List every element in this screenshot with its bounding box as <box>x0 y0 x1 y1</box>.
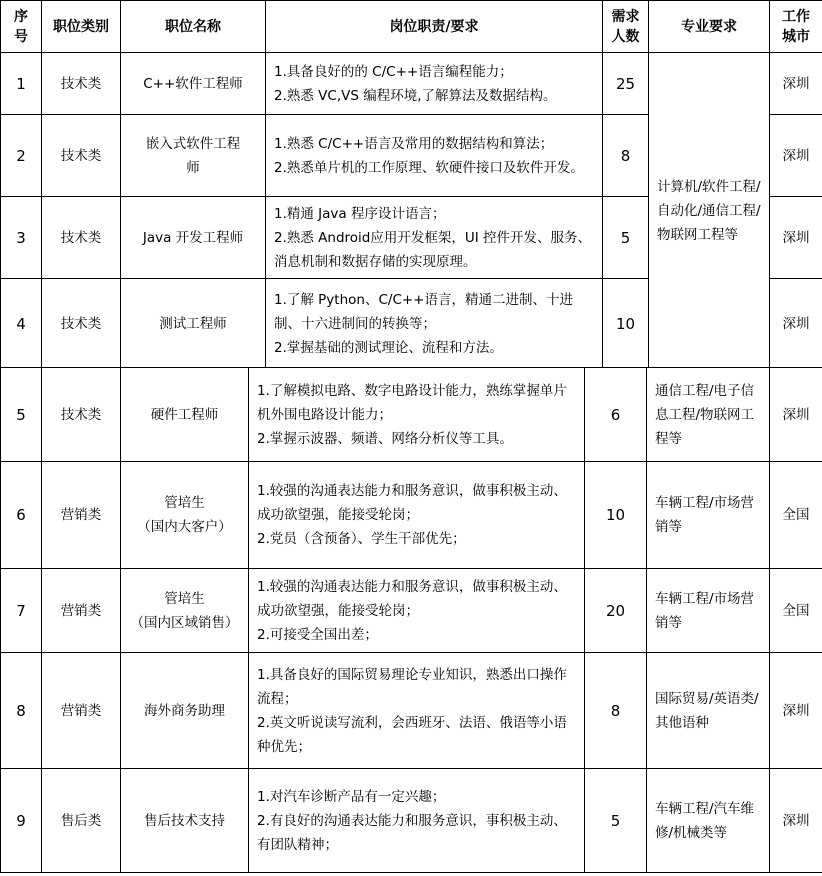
table-row <box>1 569 822 653</box>
row-headcount: 25 <box>603 53 649 115</box>
row-duties <box>249 569 585 653</box>
duty-line: 1.精通 Java 程序设计语言； <box>274 205 446 222</box>
duty-line: 2.熟悉单片机的工作原理、软硬件接口及软件开发。 <box>274 159 584 176</box>
row-category: 技术类 <box>42 279 121 369</box>
row-duties <box>266 115 603 197</box>
row-major: 车辆工程/市场营销等 <box>647 569 770 653</box>
row-category: 营销类 <box>42 653 121 769</box>
duty-line: 2.英文听说读写流利，会西班牙、法语、俄语等小语种优先； <box>257 714 567 755</box>
row-city: 深圳 <box>770 368 822 462</box>
row-seq: 1 <box>1 53 42 115</box>
row-headcount: 8 <box>585 653 647 769</box>
row-duties <box>249 462 585 569</box>
row-city: 深圳 <box>770 279 822 369</box>
job-name-subtitle: （国内大客户） <box>137 519 232 535</box>
duty-line: 1.具备良好的国际贸易理论专业知识，熟悉出口操作流程； <box>257 666 567 707</box>
row-major: 车辆工程/市场营销等 <box>647 462 770 569</box>
row-duties <box>266 279 603 369</box>
row-major: 车辆工程/汽车维修/机械类等 <box>647 769 770 873</box>
header-city-line-1: 工作 <box>782 8 810 25</box>
row-seq: 3 <box>1 197 42 279</box>
row-seq: 5 <box>1 368 42 462</box>
row-headcount: 8 <box>603 115 649 197</box>
row-headcount: 10 <box>585 462 647 569</box>
row-job-name: C++软件工程师 <box>121 53 266 115</box>
row-headcount: 6 <box>585 368 647 462</box>
row-city: 深圳 <box>770 769 822 873</box>
row-category: 技术类 <box>42 115 121 197</box>
job-name-subtitle: （国内区域销售） <box>130 614 239 631</box>
table-header-row <box>1 1 822 53</box>
row-headcount: 5 <box>603 197 649 279</box>
duty-line: 1.了解模拟电路、数字电路设计能力，熟练掌握单片机外围电路设计能力； <box>257 382 567 423</box>
row-category: 营销类 <box>42 569 121 653</box>
duty-line: 2.掌握示波器、频谱、网络分析仪等工具。 <box>257 430 513 447</box>
header-seq <box>1 1 42 53</box>
duty-line: 1.熟悉 C/C++语言及常用的数据结构和算法； <box>274 135 554 152</box>
row-duties <box>249 653 585 769</box>
duty-line: 1.具备良好的的 C/C++语言编程能力； <box>274 63 513 80</box>
row-job-name: 测试工程师 <box>121 279 266 369</box>
row-category: 技术类 <box>42 368 121 462</box>
row-seq: 9 <box>1 769 42 873</box>
row-major: 国际贸易/英语类/其他语种 <box>647 653 770 769</box>
duty-line: 1.较强的沟通表达能力和服务意识，做事积极主动、成功欲望强，能接受轮岗； <box>257 483 567 523</box>
table-row <box>1 769 822 873</box>
row-headcount: 20 <box>585 569 647 653</box>
table-row <box>1 368 822 462</box>
header-seq-line-1: 序 <box>14 8 28 25</box>
row-major: 通信工程/电子信息工程/物联网工程等 <box>647 368 770 462</box>
row-duties <box>266 197 603 279</box>
row-city: 深圳 <box>770 115 822 197</box>
row-headcount: 10 <box>603 279 649 369</box>
row-city: 深圳 <box>770 197 822 279</box>
row-job-name: 嵌入式软件工程师 <box>121 115 266 197</box>
row-city: 全国 <box>770 462 822 569</box>
row-job-name: 海外商务助理 <box>121 653 249 769</box>
shared-major-cell: 计算机/软件工程/自动化/通信工程/物联网工程等 <box>649 53 770 369</box>
row-seq: 7 <box>1 569 42 653</box>
header-name: 职位名称 <box>121 1 266 53</box>
duty-line: 2.可接受全国出差； <box>257 626 378 643</box>
row-headcount: 5 <box>585 769 647 873</box>
job-table-part-1 <box>0 0 822 369</box>
row-duties <box>266 53 603 115</box>
table-row <box>1 462 822 569</box>
row-city: 深圳 <box>770 53 822 115</box>
header-major: 专业要求 <box>649 1 770 53</box>
row-duties <box>249 368 585 462</box>
row-category: 技术类 <box>42 53 121 115</box>
header-headcount-line-1: 需求 <box>611 8 640 25</box>
duty-line: 2.党员（含预备）、学生干部优先； <box>257 531 466 547</box>
row-job-name: 硬件工程师 <box>121 368 249 462</box>
header-headcount-line-2: 人数 <box>611 28 640 45</box>
job-table-part-2 <box>0 367 822 873</box>
row-job-name <box>121 569 249 653</box>
duty-line: 2.掌握基础的测试理论、流程和方法。 <box>274 339 503 356</box>
row-category: 技术类 <box>42 197 121 279</box>
row-city: 深圳 <box>770 653 822 769</box>
row-job-name: Java 开发工程师 <box>121 197 266 279</box>
duty-line: 2.有良好的沟通表达能力和服务意识，事积极主动、有团队精神； <box>257 812 567 853</box>
row-seq: 2 <box>1 115 42 197</box>
row-category: 营销类 <box>42 462 121 569</box>
header-duties: 岗位职责/要求 <box>266 1 603 53</box>
duty-line: 2.熟悉 Android应用开发框架，UI 控件开发、服务、消息机制和数据存储的实现原理。 <box>274 229 592 270</box>
job-name-line: 管培生 <box>164 495 205 511</box>
header-seq-line-2: 号 <box>14 28 28 45</box>
row-category: 售后类 <box>42 769 121 873</box>
row-city: 全国 <box>770 569 822 653</box>
duty-line: 1.较强的沟通表达能力和服务意识，做事积极主动、成功欲望强，能接受轮岗； <box>257 578 567 619</box>
duty-line: 2.熟悉 VC,VS 编程环境,了解算法及数据结构。 <box>274 87 557 104</box>
row-seq: 8 <box>1 653 42 769</box>
row-seq: 6 <box>1 462 42 569</box>
duty-line: 1.对汽车诊断产品有一定兴趣； <box>257 788 446 805</box>
duty-line: 1.了解 Python、C/C++语言，精通二进制、十进制、十六进制间的转换等； <box>274 291 573 332</box>
table-row <box>1 53 822 115</box>
job-name-line: 管培生 <box>164 590 205 607</box>
header-category: 职位类别 <box>42 1 121 53</box>
row-seq: 4 <box>1 279 42 369</box>
header-city-line-2: 城市 <box>782 28 810 45</box>
row-job-name <box>121 462 249 569</box>
row-duties <box>249 769 585 873</box>
row-job-name: 售后技术支持 <box>121 769 249 873</box>
header-headcount <box>603 1 649 53</box>
table-row <box>1 653 822 769</box>
header-city <box>770 1 822 53</box>
